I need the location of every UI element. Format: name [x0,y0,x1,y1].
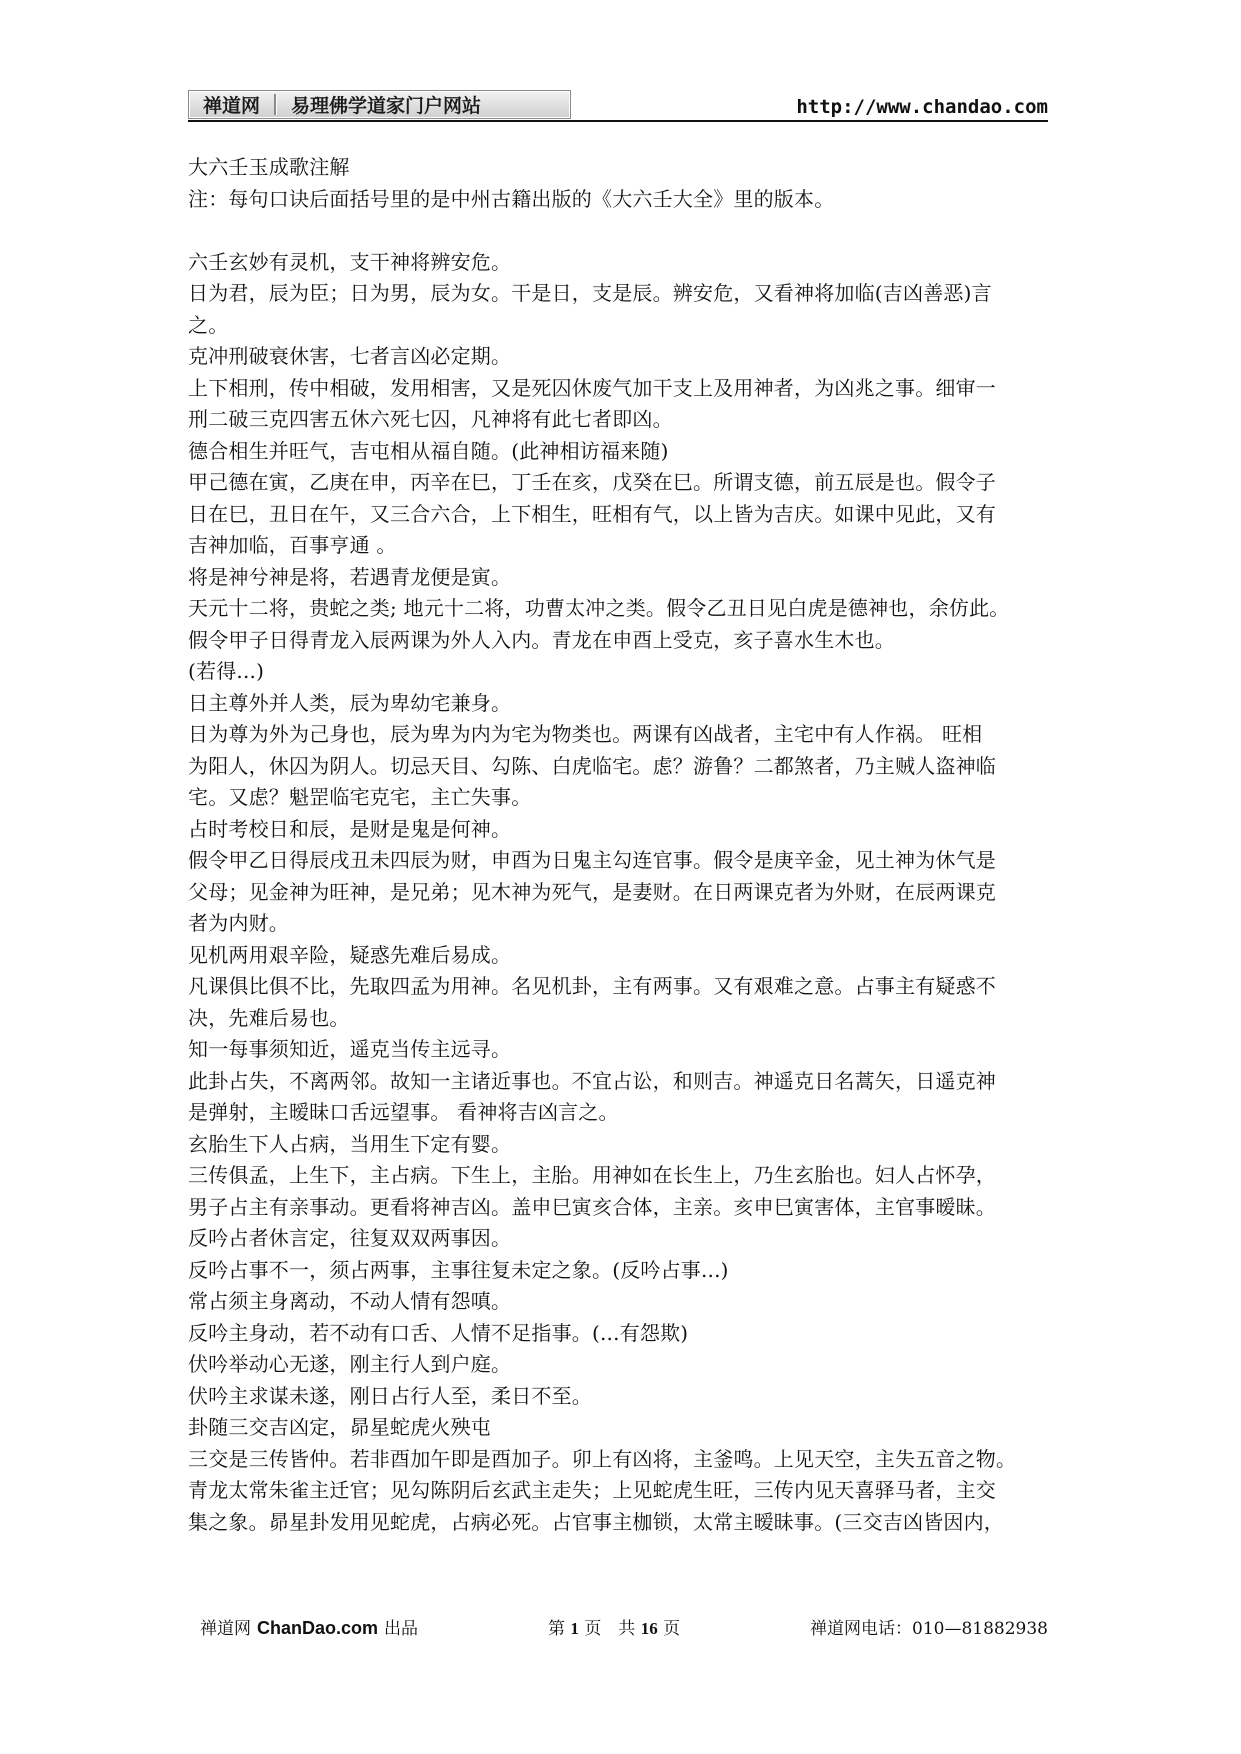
footer-phone: 禅道网电话：010—81882938 [810,1619,1048,1639]
page-prefix: 第 [548,1619,565,1639]
footer-brand[interactable]: ChanDao.com [257,1618,379,1638]
logo-tagline: 易理佛学道家门户网站 [291,95,482,117]
body-line: 三交是三传皆仲。若非酉加午即是酉加子。卯上有凶将，主釜鸣。上见天空，主失五音之物。 [188,1446,1017,1471]
body-line: 吉神加临，百事亨通 。 [188,533,397,557]
body-line: 此卦占失，不离两邻。故知一主诸近事也。不宜占讼，和则吉。神遥克日名蒿矢，日遥克神 [188,1068,996,1093]
body-line: 上下相刑，传中相破，发用相害，又是死囚休废气加干支上及用神者，为凶兆之事。细审一 [188,375,996,400]
body-text [188,247,1063,1539]
footer-credit [200,1614,418,1639]
body-line: 将是神兮神是将，若遇青龙便是寅。 [188,564,512,589]
blank-line [188,215,1063,247]
document-note: 注：每句口诀后面括号里的是中州古籍出版的《大六壬大全》里的版本。 [188,186,835,211]
body-line: 决，先难后易也。 [188,1005,350,1030]
body-line: 三传俱孟，上生下，主占病。下生上，主胎。用神如在长生上，乃生玄胎也。妇人占怀孕， [188,1163,996,1187]
page-number [548,1614,680,1639]
body-line: 克冲刑破衰休害，七者言凶必定期。 [188,344,512,368]
body-line: 男子占主有亲事动。更看将神吉凶。盖申巳寅亥合体，主亲。亥申巳寅害体，主官事暧昧。 [188,1194,996,1219]
body-line: 常占须主身离动，不动人情有怨嗔。 [188,1289,512,1313]
body-line: 甲己德在寅，乙庚在申，丙辛在巳，丁壬在亥，戊癸在巳。所谓支德，前五辰是也。假令子 [188,470,996,494]
page-mid: 页 共 [584,1619,636,1639]
body-line: 是弹射，主暧昧口舌远望事。 看神将吉凶言之。 [188,1100,619,1124]
site-url-link[interactable]: http://www.chandao.com [796,96,1048,118]
logo-site-name: 禅道网 [203,95,261,117]
body-line: 集之象。昴星卦发用见蛇虎，占病必死。占官事主枷锁，太常主暧昧事。(三交吉凶皆因内， [188,1509,1005,1534]
body-line: 反吟主身动，若不动有口舌、人情不足指事。(...有怨欺) [188,1320,689,1345]
body-line: 占时考校日和辰，是财是鬼是何神。 [188,816,512,841]
total-pages: 16 [640,1619,658,1638]
document-title: 大六壬玉成歌注解 [188,155,350,179]
document-body [188,152,1063,1538]
body-line: 宅。又虑？魁罡临宅克宅，主亡失事。 [188,785,532,809]
body-line: 为阳人，休囚为阴人。切忌天目、勾陈、白虎临宅。虑？游鲁？二都煞者，乃主贼人盗神临 [188,753,996,778]
page-header [188,88,1048,124]
page-footer [188,1614,1048,1644]
footer-site-name: 禅道网 [200,1619,251,1639]
body-line: 六壬玄妙有灵机，支干神将辨安危。 [188,249,512,274]
body-line: 青龙太常朱雀主迁官；见勾陈阴后玄武主走失；上见蛇虎生旺，三传内见天喜驿马者，主交 [188,1478,996,1502]
body-line: 天元十二将，贵蛇之类; 地元十二将，功曹太冲之类。假令乙丑日见白虎是德神也，余仿此。 [188,596,1010,620]
body-line: 日在巳，丑日在午，又三合六合，上下相生，旺相有气，以上皆为吉庆。如课中见此，又有 [188,501,996,526]
body-line: 父母；见金神为旺神，是兄弟；见木神为死气，是妻财。在日两课克者为外财，在辰两课克 [188,879,996,904]
body-line: 之。 [188,312,229,337]
current-page: 1 [570,1619,579,1638]
page-suffix: 页 [663,1619,681,1639]
body-line: 见机两用艰辛险，疑惑先难后易成。 [188,942,512,967]
body-line: 日为君，辰为臣；日为男，辰为女。干是日，支是辰。辨安危，又看神将加临(吉凶善恶)言 [188,281,992,305]
body-line: 知一每事须知近，遥克当传主远寻。 [188,1037,512,1061]
body-line: 反吟占事不一，须占两事，主事往复未定之象。(反吟占事...) [188,1257,729,1282]
body-line: 日主尊外并人类，辰为卑幼宅兼身。 [188,690,512,715]
footer-credit-suffix: 出品 [384,1619,419,1639]
body-line: (若得...) [188,659,265,683]
body-line: 者为内财。 [188,911,289,935]
body-line: 日为尊为外为己身也，辰为卑为内为宅为物类也。两课有凶战者，主宅中有人作祸。 旺相 [188,722,983,746]
body-line: 反吟占者休言定，往复双双两事因。 [188,1226,512,1250]
body-line: 假令甲子日得青龙入辰两课为外人入内。青龙在申酉上受克，亥子喜水生木也。 [188,627,895,652]
site-logo-banner[interactable] [188,90,571,119]
body-line: 德合相生并旺气，吉屯相从福自随。(此神相访福来随) [188,438,669,463]
body-line: 伏吟举动心无遂，刚主行人到户庭。 [188,1352,512,1376]
body-line: 刑二破三克四害五休六死七囚，凡神将有此七者即凶。 [188,407,673,431]
header-divider [188,120,1048,122]
body-line: 凡课俱比俱不比，先取四孟为用神。名见机卦，主有两事。又有艰难之意。占事主有疑惑不 [188,974,996,998]
body-line: 玄胎生下人占病，当用生下定有婴。 [188,1131,512,1156]
body-line: 卦随三交吉凶定，昴星蛇虎火殃屯 [188,1415,491,1439]
body-line: 伏吟主求谋未遂，刚日占行人至，柔日不至。 [188,1383,592,1408]
body-line: 假令甲乙日得辰戌丑未四辰为财，申酉为日鬼主勾连官事。假令是庚辛金，见土神为休气是 [188,848,996,872]
